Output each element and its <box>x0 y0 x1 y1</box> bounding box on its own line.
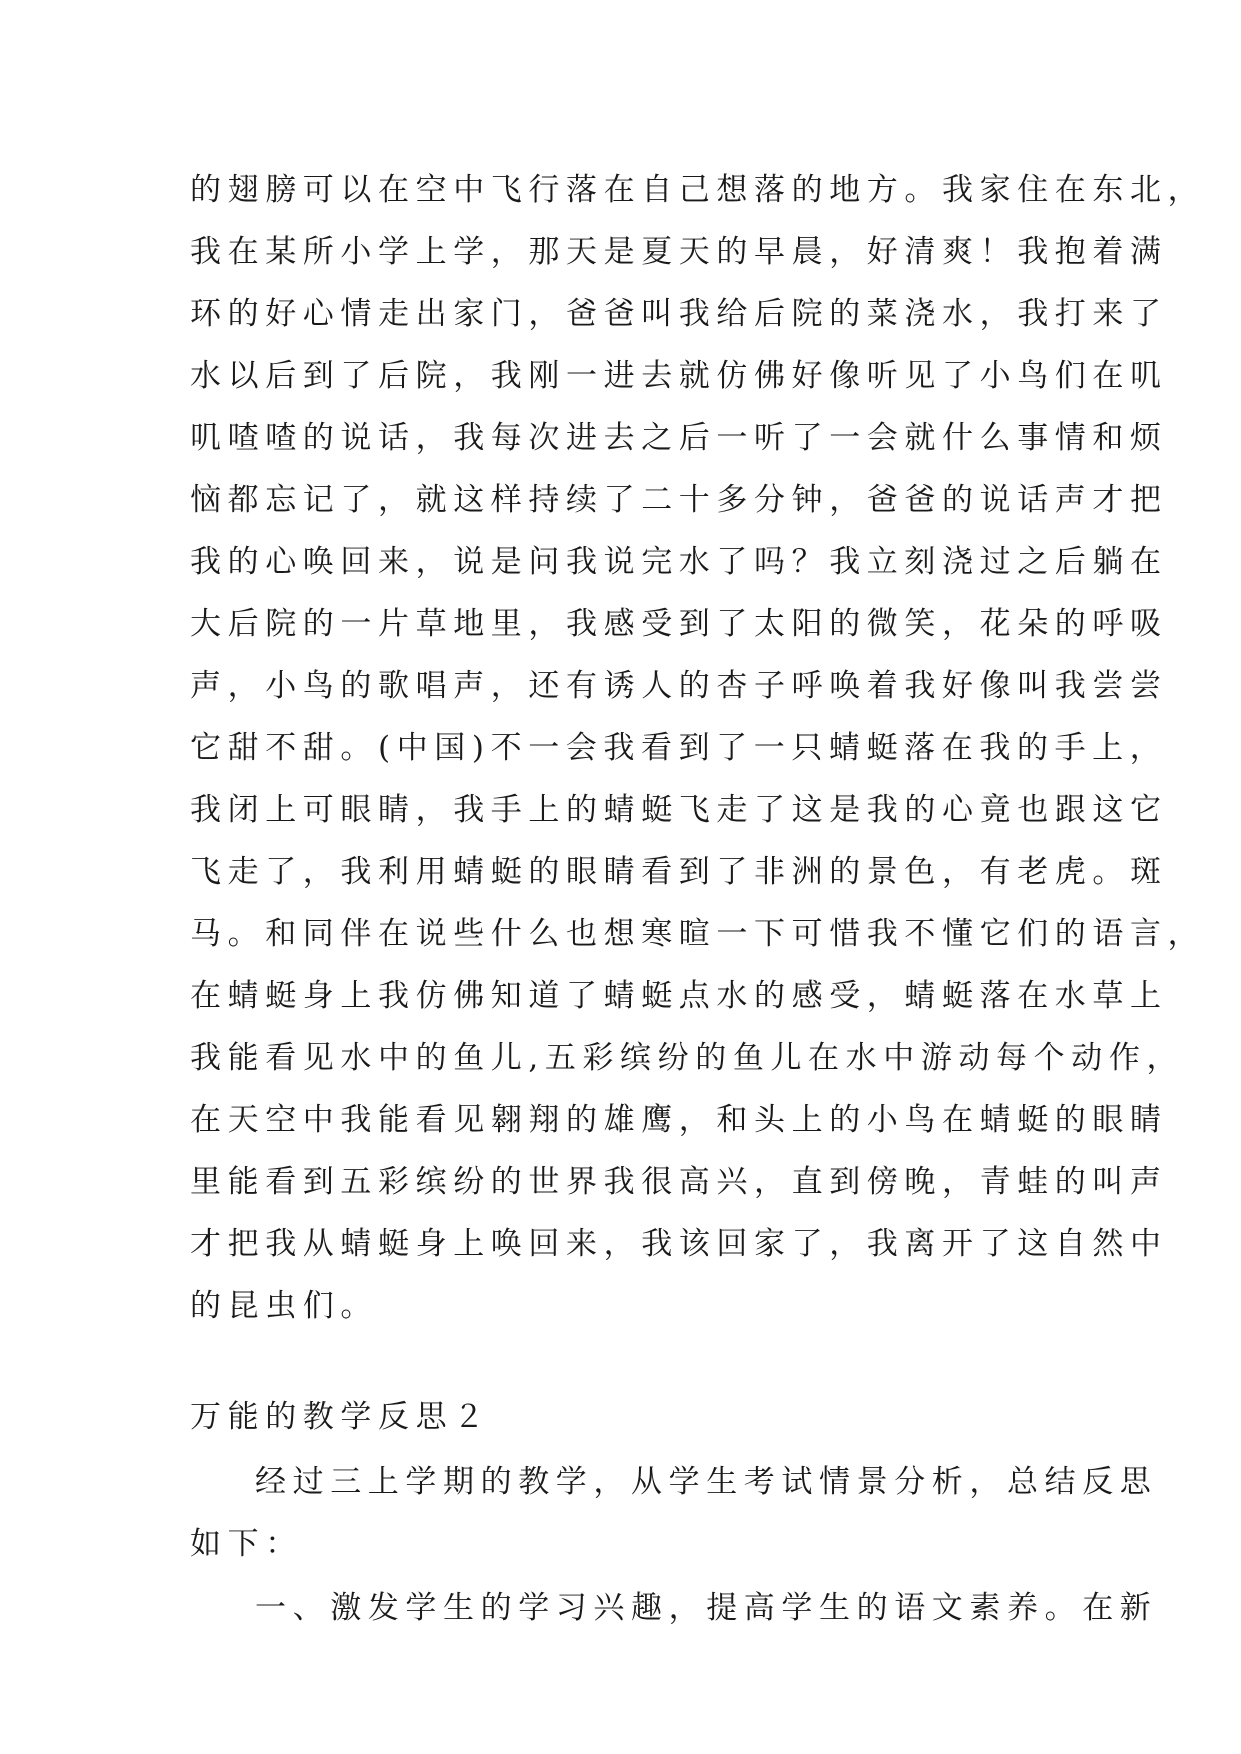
text-line: 环的好心情走出家门，爸爸叫我给后院的菜浇水，我打来了 <box>190 296 1168 332</box>
text-line: 声，小鸟的歌唱声，还有诱人的杏子呼唤着我好像叫我尝尝 <box>190 668 1168 704</box>
text-line: 在天空中我能看见翱翔的雄鹰，和头上的小鸟在蜻蜓的眼睛 <box>190 1102 1168 1138</box>
text-line: 我闭上可眼睛，我手上的蜻蜓飞走了这是我的心竟也跟这它 <box>190 792 1168 828</box>
text-line: 大后院的一片草地里，我感受到了太阳的微笑，花朵的呼吸 <box>190 606 1168 642</box>
text-line: 恼都忘记了，就这样持续了二十多分钟，爸爸的说话声才把 <box>190 482 1168 518</box>
text-line: 才把我从蜻蜓身上唤回来，我该回家了，我离开了这自然中 <box>190 1226 1168 1262</box>
text-line: 我在某所小学上学，那天是夏天的早晨，好清爽！我抱着满 <box>190 234 1168 270</box>
text-line: 一、激发学生的学习兴趣，提高学生的语文素养。在新 <box>255 1590 1158 1626</box>
text-line: 水以后到了后院，我刚一进去就仿佛好像听见了小鸟们在叽 <box>190 358 1168 394</box>
text-line: 在蜻蜓身上我仿佛知道了蜻蜓点水的感受，蜻蜓落在水草上 <box>190 978 1168 1014</box>
text-line: 它甜不甜。(中国)不一会我看到了一只蜻蜓落在我的手上， <box>190 730 1168 766</box>
text-line: 经过三上学期的教学，从学生考试情景分析，总结反思 <box>255 1464 1158 1500</box>
text-line: 的翅膀可以在空中飞行落在自己想落的地方。我家住在东北， <box>190 172 1206 208</box>
text-line: 如下： <box>190 1526 303 1562</box>
text-line: 的昆虫们。 <box>190 1288 378 1324</box>
text-line: 我的心唤回来，说是问我说完水了吗？我立刻浇过之后躺在 <box>190 544 1168 580</box>
text-line: 马。和同伴在说些什么也想寒暄一下可惜我不懂它们的语言， <box>190 916 1206 952</box>
section-title: 万能的教学反思２ <box>190 1399 491 1435</box>
text-line: 我能看见水中的鱼儿,五彩缤纷的鱼儿在水中游动每个动作， <box>190 1040 1185 1076</box>
text-line: 里能看到五彩缤纷的世界我很高兴，直到傍晚，青蛙的叫声 <box>190 1164 1168 1200</box>
text-line: 飞走了，我利用蜻蜓的眼睛看到了非洲的景色，有老虎。斑 <box>190 854 1168 890</box>
text-line: 叽喳喳的说话，我每次进去之后一听了一会就什么事情和烦 <box>190 420 1168 456</box>
